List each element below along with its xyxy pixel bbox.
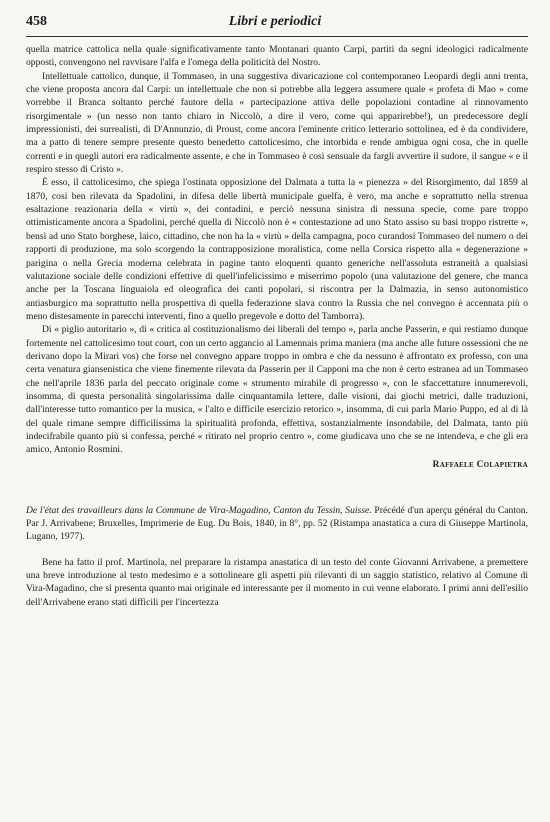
review-2-title-rest: Précédé d'un aperçu général du Canton. Par J. Arrivabene; Bruxelles, Imprimerie de Eug. Du Bois, 1840, in 8°, pp. 52 (Ristampa anastatica a cura di Giuseppe Martinola, Lugano, 1977).	[26, 504, 529, 543]
paragraph: Intellettuale cattolico, dunque, il Tommaseo, in una suggestiva divaricazione col contemporaneo Leopardi degli anni trenta, che viene proposta ancora dal Carpi: un intellettuale che non si potrebbe alla leggera assumere quale « profeta di Mao » come vorrebbe il Branca soltanto perché fautore della « partecipazione attiva delle popolazioni contadine al rinnovamento risorgimentale » (un nesso non tanto chiaro in Niccolò, a dire il vero, come qui apparirebbe!), un predecessore degli impressionisti, dei surrealisti, di D'Annunzio, di Proust, come ancora l'eminente critico letterario sottolinea, ed è da condividere, ma a patto di tenere sempre presente questo benedetto cattolicesimo, che intorbida e rende ambigua ogni cosa, che in quelle correnti e in quegli autori era radicalmente assente, e che in Tommaseo è così sensuale da fargli avvertire il sudore, il sangue « e il respiro stesso di Cristo ».	[26, 70, 528, 176]
review-2	[26, 556, 528, 609]
paragraph: Di « piglio autoritario », di « critica al costituzionalismo dei liberali del tempo », parla anche Passerin, e qui restiamo dunque fortemente nel cattolicesimo tout court, con un certo aggancio al Lamennais prima maniera (ma anche alle future ossessioni che ne derivano dopo la Mirari vos) che forse nel convegno appare troppo in ombra e che da nessuno è affrontato ex professo, con una certa venatura giansenistica che viene finemente rilevata da Passerin per il Capponi ma che non è certo estranea ad un Tommaseo che nell'aprile 1836 parla del peccato originale come « strumento mirabile di progresso », con le sfaccettature innumerevoli, insomma, di questa personalità singolarissima dalle cinquantamila lettere, dalle visioni, dai giochi metrici, dalle traduzioni, dall'interesse tutto romantico per la musica, « l'alto e difficile esercizio retorico », insomma, di cui parla Mario Puppo, ed al di là del quale rimane sempre difficilissima la spiritualità profonda, effettiva, sostanzialmente insondabile, del Dalmata, tanto più indecifrabile quanto più si confessa, perché « ritirato nel proprio centro », come giudicava uno che se ne intendeva, e che gli era amico, Antonio Rosmini.	[26, 324, 528, 456]
review-2-title	[26, 504, 528, 544]
running-title: Libri e periodici	[228, 14, 322, 29]
review-signature: Raffaele Colapietra	[432, 459, 528, 470]
header-rule	[26, 36, 528, 37]
paragraph: Bene ha fatto il prof. Martinola, nel preparare la ristampa anastatica di un testo del conte Giovanni Arrivabene, a premettere una breve introduzione al testo medesimo e a sottolineare gli aspetti più rilevanti di un saggio statistico, relativo al Comune di Vira-Magadino, che si presenta quanto mai originale ed interessante per il momento in cui venne elaborato. I primi anni dell'esilio dell'Arrivabene erano stati difficili per l'incertezza	[26, 556, 528, 608]
review-2-title-italic: De l'état des travailleurs dans la Commune de Vira-Magadino, Canton du Tessin, Suisse.	[26, 504, 372, 516]
paragraph: È esso, il cattolicesimo, che spiega l'ostinata opposizione del Dalmata a tutta la « pienezza » del Risorgimento, dal 1859 al 1870, così ben rilevata da Spadolini, in difesa delle libertà municipale guelfa, è vero, ma anche e soprattutto nella strenua esaltazione reazionaria della « virtù », dei contadini, e perciò nessuna sinistra di nessuna specie, come pare troppo ottimisticamente ancora a Spadolini, perché quella di Niccolò non è « contestazione ad uno Stato assiso su basi troppo ristrette », bensì ad uno Stato borghese, laico, cittadino, che non ha la « virtù » della campagna, poco curandosi Tommaseo del numero o dei rapporti di produzione, ma solo scorgendo la contrapposizione moralistica, come nella Corsica rispetto alla « degenerazione » parigina o nella Grecia moderna celebrata in pagine tanto eloquenti quanto generiche nell'assoluta estraneità a qualsiasi valutazione sociale delle condizioni effettive di quell'infelicissimo e miserrimo popolo (una valutazione del genere, che manca anche per la Toscana linguaiola ed oleografica dei canti popolari, si riscontra per la Dalmazia, in senso autonomistico antiasburgico ma soprattutto nella prospettiva di quella federazione slava contro la Russia che nel convegno è accennata più o meno distesamente in parecchi interventi, fino a quello pregevole e dotto del Tamborra).	[26, 177, 528, 322]
paragraph: quella matrice cattolica nella quale significativamente tanto Montanari quanto Carpi, partiti da segni ideologici radicalmente opposti, convengono nel ravvisare l'alfa e l'omega della politicità del Nostro.	[26, 44, 528, 69]
page-number: 458	[26, 14, 47, 29]
review-1	[26, 43, 528, 472]
